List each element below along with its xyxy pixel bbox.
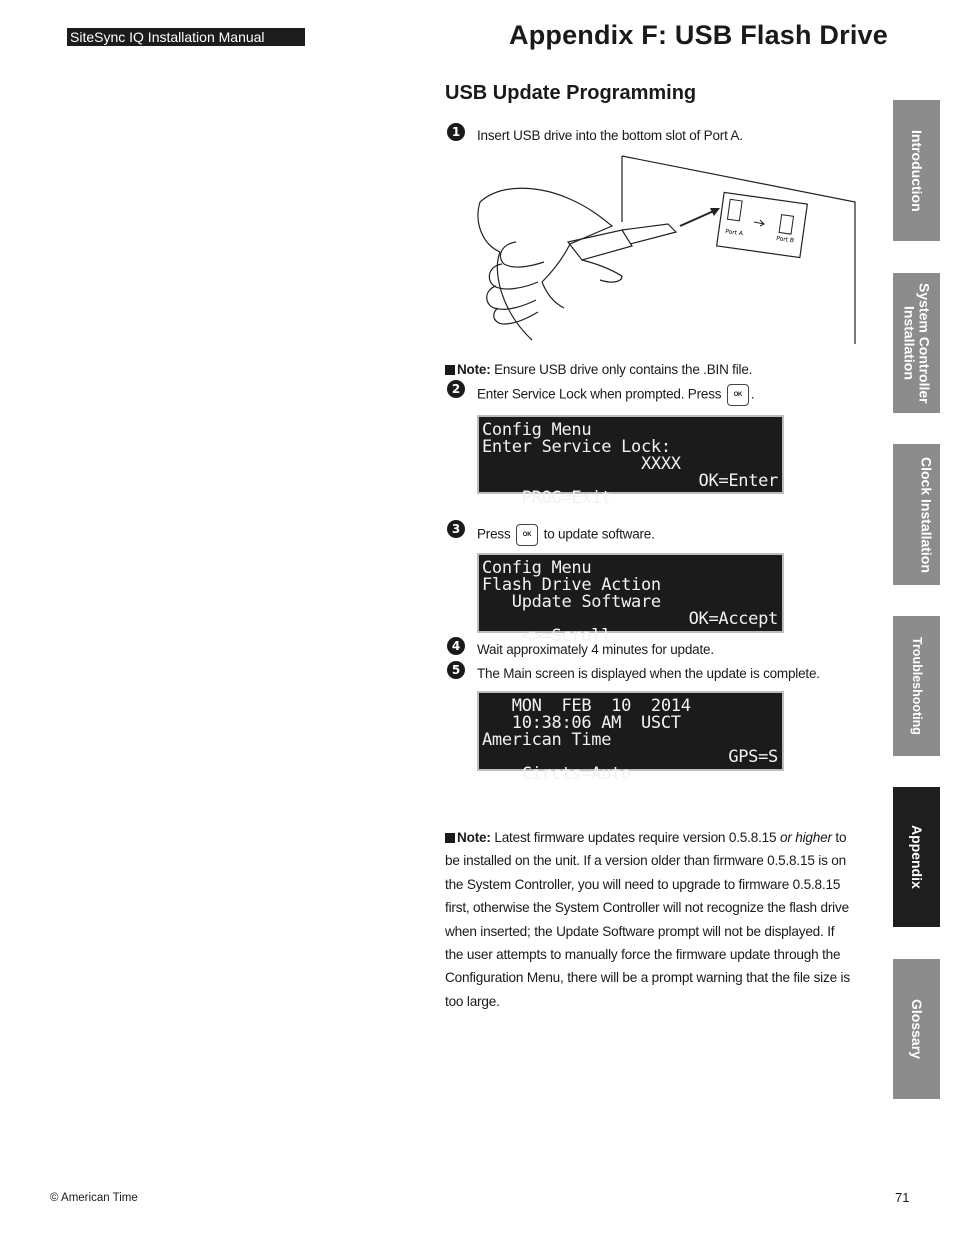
step-3-text-after: to update software. [543,526,655,542]
step-number-3: 3 [447,520,465,538]
note-usb-contents [445,362,752,377]
usb-insert-illustration [472,152,862,344]
note-emphasis: or higher [779,830,832,845]
step-2-text-after: . [750,386,755,402]
lcd-line-right: OK=Enter [698,471,778,491]
lcd-line: Enter Service Lock: [482,437,671,457]
ok-key-icon: OK [516,524,538,546]
lcd-screen-flash-drive-action [477,553,784,646]
note-label: Note: [457,830,491,845]
step-2-text [477,384,754,406]
tab-label: Clock Installation [918,456,935,573]
port-b-label: Port B [775,235,795,245]
lcd-line-left: <>=Scroll [521,626,612,646]
note-bullet-icon [445,833,455,843]
page-title: Appendix F: USB Flash Drive [509,20,888,50]
usb-insert-drawing [472,152,862,344]
note-text-after: to be installed on the unit. If a version older than firmware 0.5.8.15 is on the System Controller, you will need to upgrade to firmware 0.5.8.15 first, otherwise the System Controller will not recognize the flash drive when inserted; the Update Software prompt will not be displayed. If the user attempts to manually force the firmware update through the Configuration Menu, there will be a prompt warning that the file size is too large. [445,830,850,1009]
tab-label: Appendix [909,825,925,889]
lcd-line-left: Circts=Auto [521,764,632,784]
tab-label: Introduction [909,129,925,212]
lcd-line: 10:38:06 AM USCT [482,713,681,733]
lcd-line-right: OK=Accept [688,609,778,629]
section-title: USB Update Programming [445,82,697,104]
step-number-4: 4 [447,637,465,655]
step-number-5: 5 [447,661,465,679]
tab-label: System Controller Installation [901,282,933,404]
lcd-screen-service-lock [477,415,784,508]
note-text: Ensure USB drive only contains the .BIN file. [494,362,753,377]
lcd-line: MON FEB 10 2014 [482,696,691,716]
step-3-text-before: Press [477,526,511,542]
note-firmware-version [445,826,855,1013]
tab-appendix[interactable] [893,787,940,927]
note-text-before: Latest firmware updates require version 0.5.8.15 [494,830,777,845]
lcd-screen-main [477,691,784,784]
lcd-line: Config Menu [482,420,592,440]
lcd-line: XXXX [482,454,681,474]
lcd-line: Update Software [482,592,661,612]
step-1-text: Insert USB drive into the bottom slot of Port A. [477,128,743,143]
note-bullet-icon [445,365,455,375]
step-2-text-before: Enter Service Lock when prompted. Press [477,386,722,402]
lcd-line: American Time [482,730,612,750]
tab-system-controller-installation[interactable] [893,273,940,413]
port-a-label: Port A [724,228,744,238]
step-5-text: The Main screen is displayed when the update is complete. [477,666,820,681]
lcd-line: Config Menu [482,558,592,578]
step-number-2: 2 [447,380,465,398]
tab-troubleshooting[interactable] [893,616,940,756]
note-label: Note: [457,362,491,377]
ok-key-icon: OK [727,384,749,406]
manual-label: SiteSync IQ Installation Manual [67,28,305,46]
step-3-text [477,524,655,546]
tab-clock-installation[interactable] [893,444,940,585]
tab-glossary[interactable] [893,959,940,1099]
page-number: 71 [895,1190,910,1205]
tab-introduction[interactable] [893,100,940,241]
lcd-line [482,471,778,508]
footer-copyright: © American Time [50,1192,138,1204]
lcd-line [482,747,778,784]
lcd-line-left: PROG=Exit [521,488,612,508]
lcd-line [482,609,778,646]
step-number-1: 1 [447,123,465,141]
tab-label: Glossary [909,999,925,1059]
lcd-line: Flash Drive Action [482,575,661,595]
tab-label: Troubleshooting [910,637,924,735]
lcd-line-right: GPS=S [728,747,778,767]
step-4-text: Wait approximately 4 minutes for update. [477,642,714,657]
